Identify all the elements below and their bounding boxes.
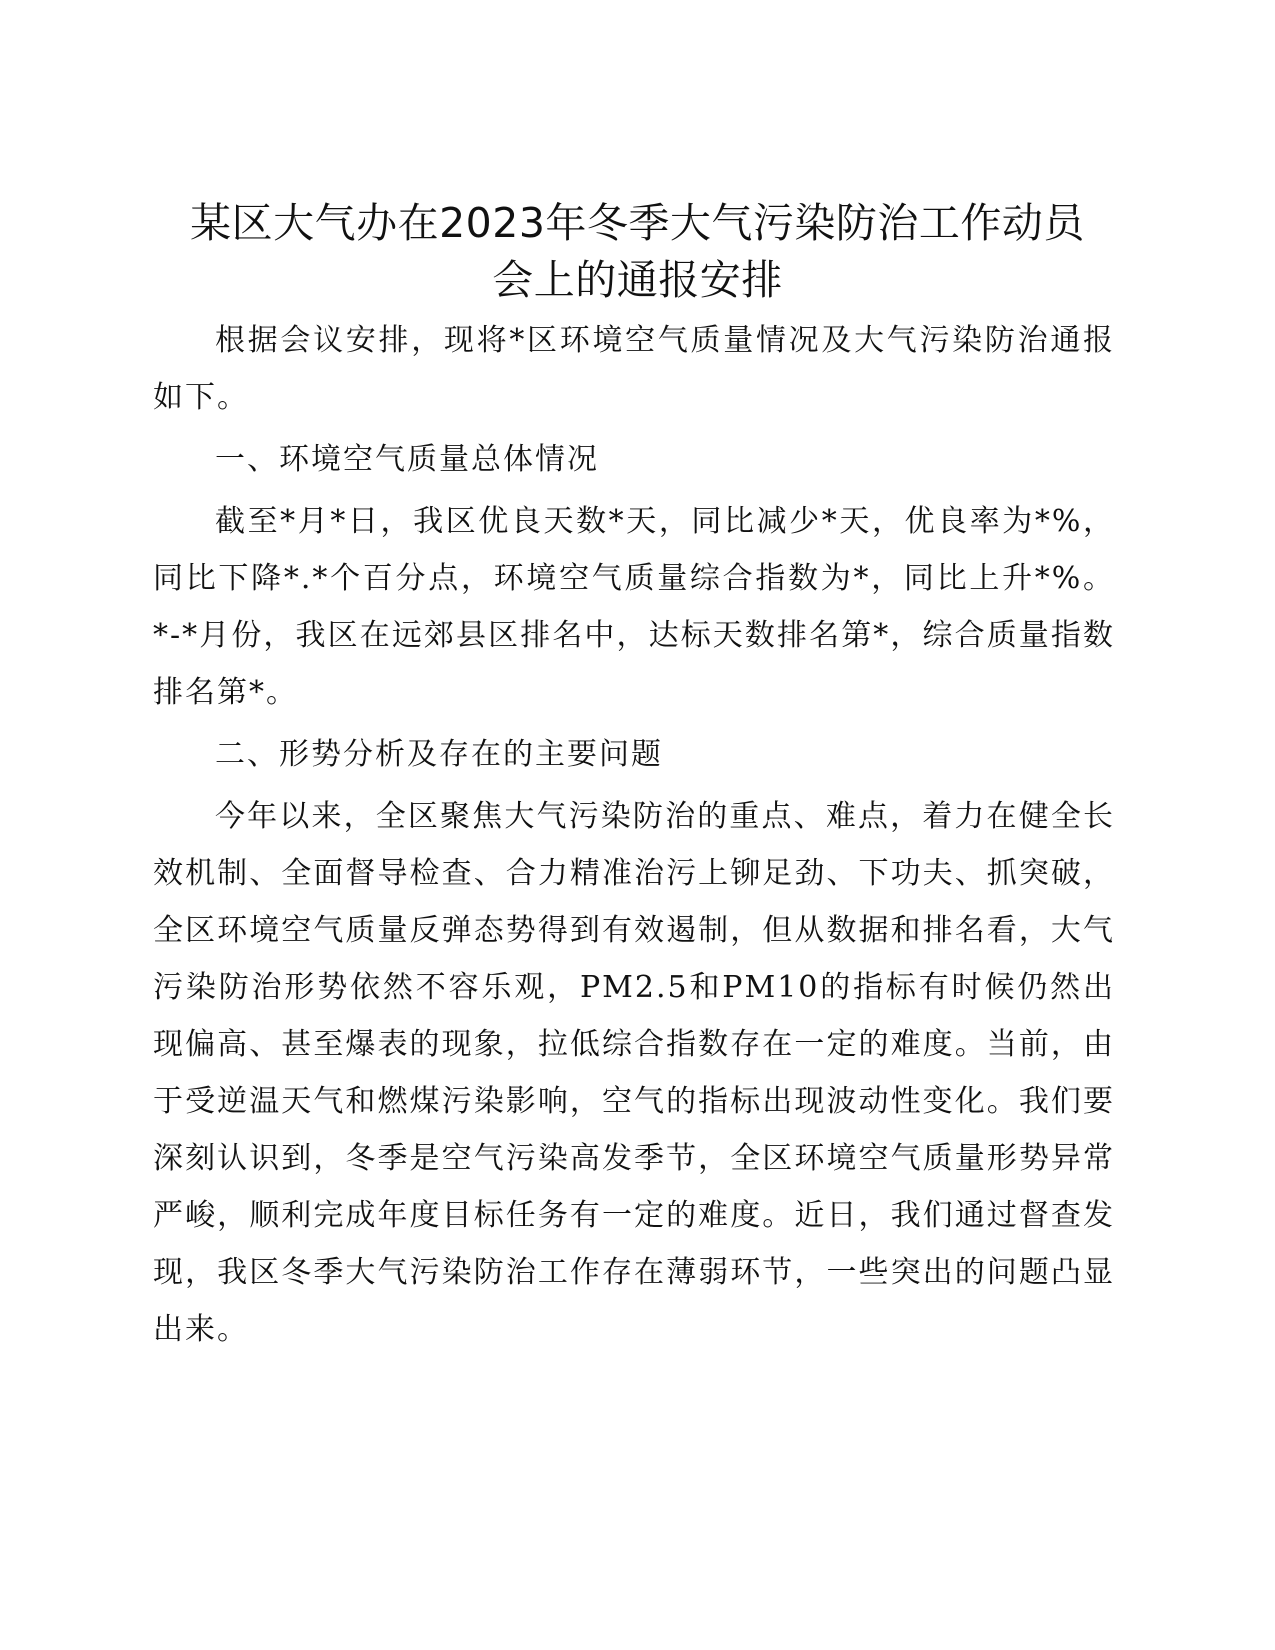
- section-1-paragraph: 截至*月*日，我区优良天数*天，同比减少*天，优良率为*%，同比下降*.*个百分点，环境空气质量综合指数为*，同比上升*%。*-*月份，我区在远郊县区排名中，达标天数排名第*，综合质量指数排名第*。: [153, 504, 1115, 710]
- section-1-heading: 一、环境空气质量总体情况: [215, 442, 599, 477]
- intro-paragraph: 根据会议安排，现将*区环境空气质量情况及大气污染防治通报如下。: [153, 323, 1115, 415]
- section-2-heading: 二、形势分析及存在的主要问题: [215, 737, 663, 772]
- section-2-paragraph: 今年以来，全区聚焦大气污染防治的重点、难点，着力在健全长效机制、全面督导检查、合力精准治污上铆足劲、下功夫、抓突破，全区环境空气质量反弹态势得到有效遏制，但从数据和排名看，大气污染防治形势依然不容乐观，PM2.5和PM10的指标有时候仍然出现偏高、甚至爆表的现象，拉低综合指数存在一定的难度。当前，由于受逆温天气和燃煤污染影响，空气的指标出现波动性变化。我们要深刻认识到，冬季是空气污染高发季节，全区环境空气质量形势异常严峻，顺利完成年度目标任务有一定的难度。近日，我们通过督查发现，我区冬季大气污染防治工作存在薄弱环节，一些突出的问题凸显出来。: [153, 799, 1115, 1347]
- document-title: [150, 195, 1125, 309]
- document-body: [153, 312, 1115, 1363]
- title-line-2: 会上的通报安排: [492, 256, 783, 305]
- title-line-1: 某区大气办在2023年冬季大气污染防治工作动员: [190, 199, 1085, 248]
